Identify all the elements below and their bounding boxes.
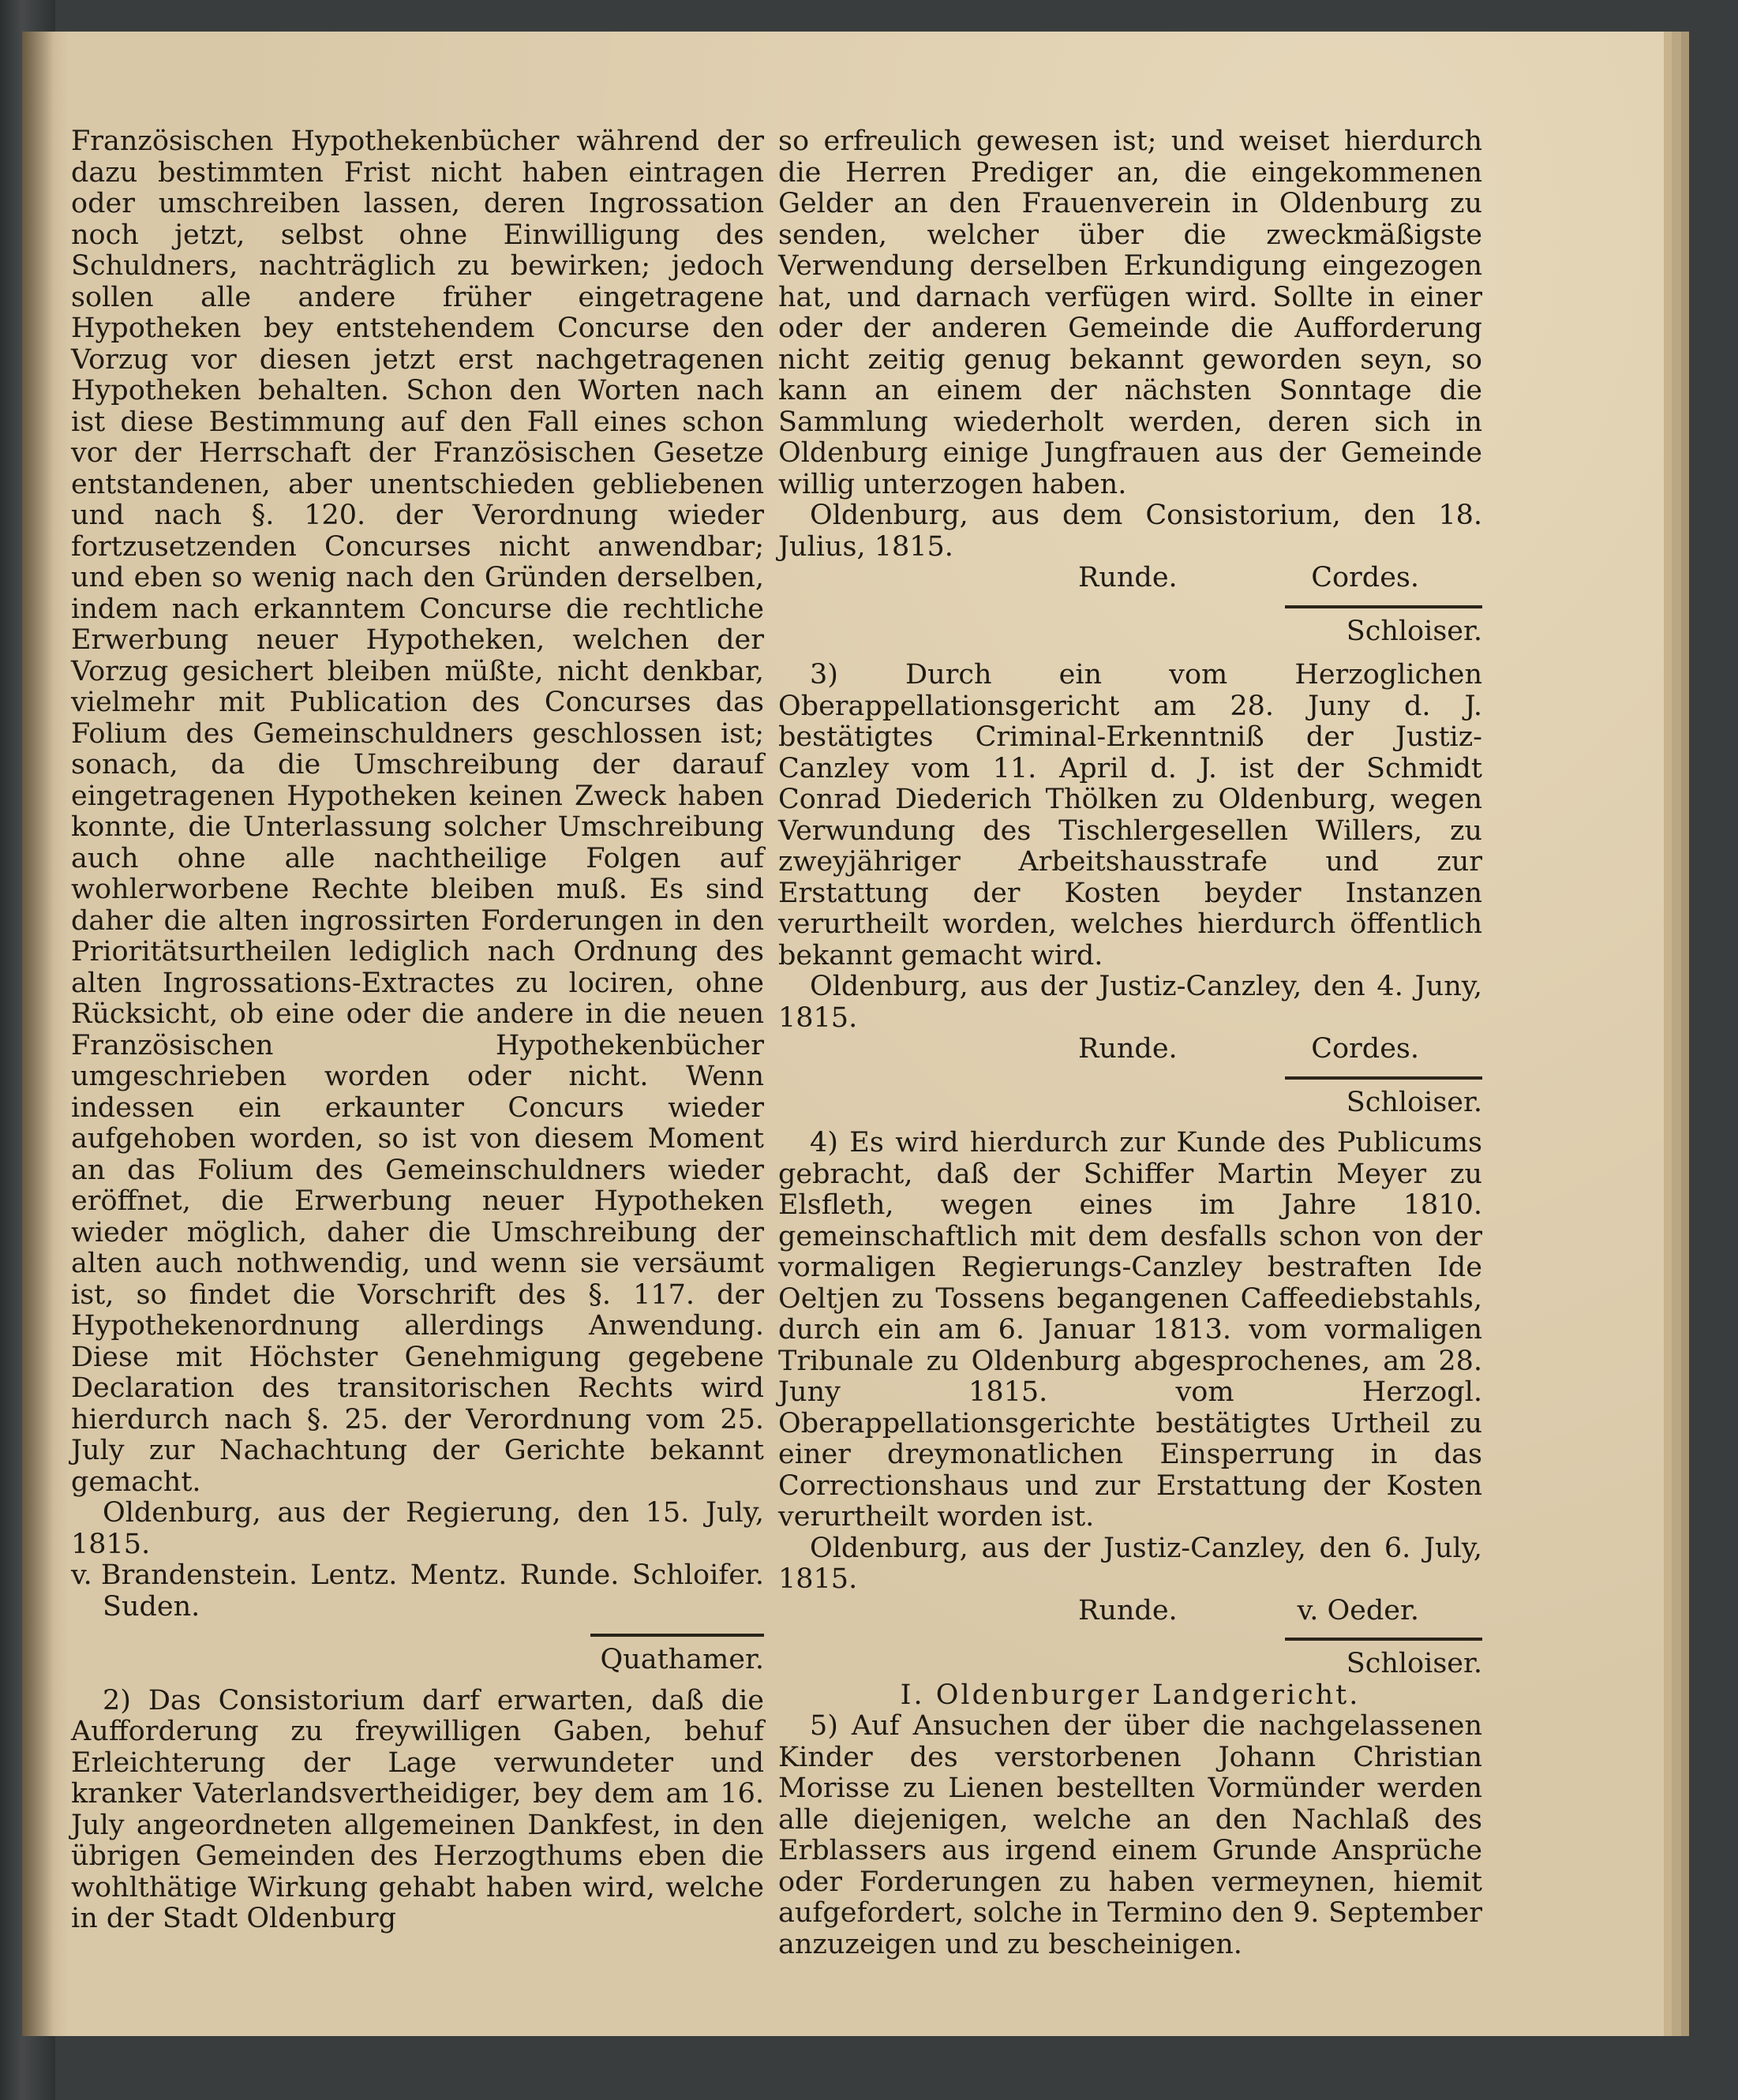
signatory: Runde. xyxy=(519,1559,620,1591)
right-signature-1: Schloiser. xyxy=(1346,615,1482,647)
right-signatories-2 xyxy=(778,1034,1482,1065)
right-column xyxy=(778,126,1482,1960)
left-paragraph-2: 2) Das Consistorium darf erwarten, daß die Aufforderung zu freywilligen Gaben, behuf Erleichterung der Lage verwundeter und kranker Vaterlandsvertheidiger, bey dem am 16. July angeordneten allgemeinen Dankfest, in den übrigen Gemeinden des Herzogthums eben die wohlthätige Wirkung gehabt haben wird, welche in der Stadt Oldenburg xyxy=(71,1684,764,1934)
left-signatories xyxy=(71,1560,764,1592)
left-paragraph-1: Französischen Hypothekenbücher während der dazu bestimmten Frist nicht haben eintragen oder umschreiben lassen, deren Ingrossation noch jetzt, selbst ohne Einwilligung des Schuldners, nachträglich zu bewirken; jedoch sollen alle andere früher eingetragene Hypotheken bey entstehendem Concurse den Vorzug vor diesen jetzt erst nachgetragenen Hypotheken behalten. Schon den Worten nach ist diese Bestimmung auf den Fall eines schon vor der Herrschaft der Französischen Gesetze entstandenen, aber unentschieden gebliebenen und nach §. 120. der Verordnung wieder fortzusetzenden Concurses nicht anwendbar; und eben so wenig nach den Gründen derselben, indem nach erkanntem Concurse die rechtliche Erwerbung neuer Hypotheken, welchen der Vorzug gesichert bleiben müßte, nicht denkbar, vielmehr mit Publication des Concurses das Folium des Gemeinschuldners geschlossen ist; sonach, da die Umschreibung der darauf eingetragenen Hypotheken keinen Zweck haben konnte, die Unterlassung solcher Umschreibung auch ohne alle nachtheilige Folgen auf wohlerworbene Rechte bleiben muß. Es sind daher die alten ingrossirten Forderungen in den Prioritätsurtheilen lediglich nach Ordnung des alten Ingrossations-Extractes zu lociren, ohne Rücksicht, ob eine oder die andere in die neuen Französischen Hypothekenbücher umgeschrieben worden oder nicht. Wenn indessen ein erkaunter Concurs wieder aufgehoben worden, so ist von diesem Moment an das Folium des Gemeinschuldners wieder eröffnet, die Erwerbung neuer Hypotheken wieder möglich, daher die Umschreibung der alten auch nothwendig, und wenn sie versäumt ist, so findet die Vorschrift des §. 117. der Hypothekenordnung allerdings Anwendung. Diese mit Höchster Genehmigung gegebene Declaration des transitorischen Rechts wird hierdurch nach §. 25. der Verordnung vom 25. July zur Nachachtung der Gerichte bekannt gemacht. xyxy=(71,125,764,1498)
signatory: Runde. xyxy=(1078,1594,1178,1626)
signatory: Lentz. xyxy=(310,1559,398,1591)
signatory: v. Brandenstein. xyxy=(71,1559,298,1591)
signatory: v. Oeder. xyxy=(1297,1594,1419,1626)
divider-rule xyxy=(1285,1076,1482,1080)
right-date-line-1: Oldenburg, aus dem Consistorium, den 18. Julius, 1815. xyxy=(778,500,1482,563)
right-date-line-3: Oldenburg, aus der Justiz-Canzley, den 6. July, 1815. xyxy=(778,1532,1482,1595)
signatory: Runde. xyxy=(1078,562,1178,593)
left-signature: Quathamer. xyxy=(600,1644,764,1675)
signatory: Schloifer. xyxy=(631,1559,764,1591)
right-signatories-1 xyxy=(778,563,1482,594)
right-signature-3: Schloiser. xyxy=(1346,1648,1482,1679)
left-date-line: Oldenburg, aus der Regierung, den 15. July, 1815. xyxy=(71,1497,764,1560)
right-paragraph-4: 4) Es wird hierdurch zur Kunde des Publicums gebracht, daß der Schiffer Martin Meyer zu Elsfleth, wegen eines im Jahre 1810. gemeinschaftlich mit dem desfalls schon von der vormaligen Regierungs-Canzley bestraften Ide Oeltjen zu Tossens begangenen Caffeediebstahls, durch ein am 6. Januar 1813. vom vormaligen Tribunale zu Oldenburg abgesprochenes, am 28. Juny 1815. vom Herzogl. Oberappellationsgerichte bestätigtes Urtheil zu einer dreymonatlichen Einsperrung in das Correctionshaus und zur Erstattung der Kosten verurtheilt worden ist. xyxy=(778,1127,1482,1533)
section-heading: I. Oldenburger Landgericht. xyxy=(900,1679,1361,1711)
right-paragraph-5: 5) Auf Ansuchen der über die nachgelassenen Kinder des verstorbenen Johann Christian Morisse zu Lienen bestellten Vormünder werden alle diejenigen, welche an den Nachlaß des Erblassers aus irgend einem Grunde Ansprüche oder Forderungen zu haben vermeynen, hiemit aufgefordert, solche in Termino den 9. September anzuzeigen und zu bescheinigen. xyxy=(778,1710,1482,1960)
signatory: Runde. xyxy=(1078,1033,1178,1065)
left-column xyxy=(71,126,764,1935)
right-date-line-2: Oldenburg, aus der Justiz-Canzley, den 4. Juny, 1815. xyxy=(778,971,1482,1034)
signatory-second-line: Suden. xyxy=(103,1590,200,1623)
divider-rule xyxy=(1285,605,1482,608)
divider-rule xyxy=(590,1634,764,1637)
divider-rule xyxy=(1285,1638,1482,1641)
right-signatories-3 xyxy=(778,1596,1482,1627)
signatory: Mentz. xyxy=(410,1559,508,1591)
right-signature-2: Schloiser. xyxy=(1346,1086,1482,1118)
right-paragraph-3: 3) Durch ein vom Herzoglichen Oberappellationsgericht am 28. Juny d. J. bestätigtes Criminal-Erkenntniß der Justiz-Canzley vom 11. April d. J. ist der Schmidt Conrad Diederich Thölken zu Oldenburg, wegen Verwundung des Tischlergesellen Willers, zu zweyjähriger Arbeitshausstrafe und zur Erstattung der Kosten beyder Instanzen verurtheilt worden, welches hierdurch öffentlich bekannt gemacht wird. xyxy=(778,659,1482,971)
signatory: Cordes. xyxy=(1311,1033,1419,1065)
spine-shadow xyxy=(22,32,54,2036)
document-page xyxy=(22,32,1672,2036)
signatory: Cordes. xyxy=(1311,562,1419,593)
right-paragraph-1: so erfreulich gewesen ist; und weiset hierdurch die Herren Prediger an, die eingekommenen Gelder an den Frauenverein in Oldenburg zu senden, welcher über die zweckmäßigste Verwendung derselben Erkundigung eingezogen hat, und darnach verfügen wird. Sollte in einer oder der anderen Gemeinde die Aufforderung nicht zeitig genug bekannt geworden seyn, so kann an einem der nächsten Sonntage die Sammlung wiederholt werden, deren sich in Oldenburg einige Jungfrauen aus der Gemeinde willig unterzogen haben. xyxy=(778,125,1482,500)
